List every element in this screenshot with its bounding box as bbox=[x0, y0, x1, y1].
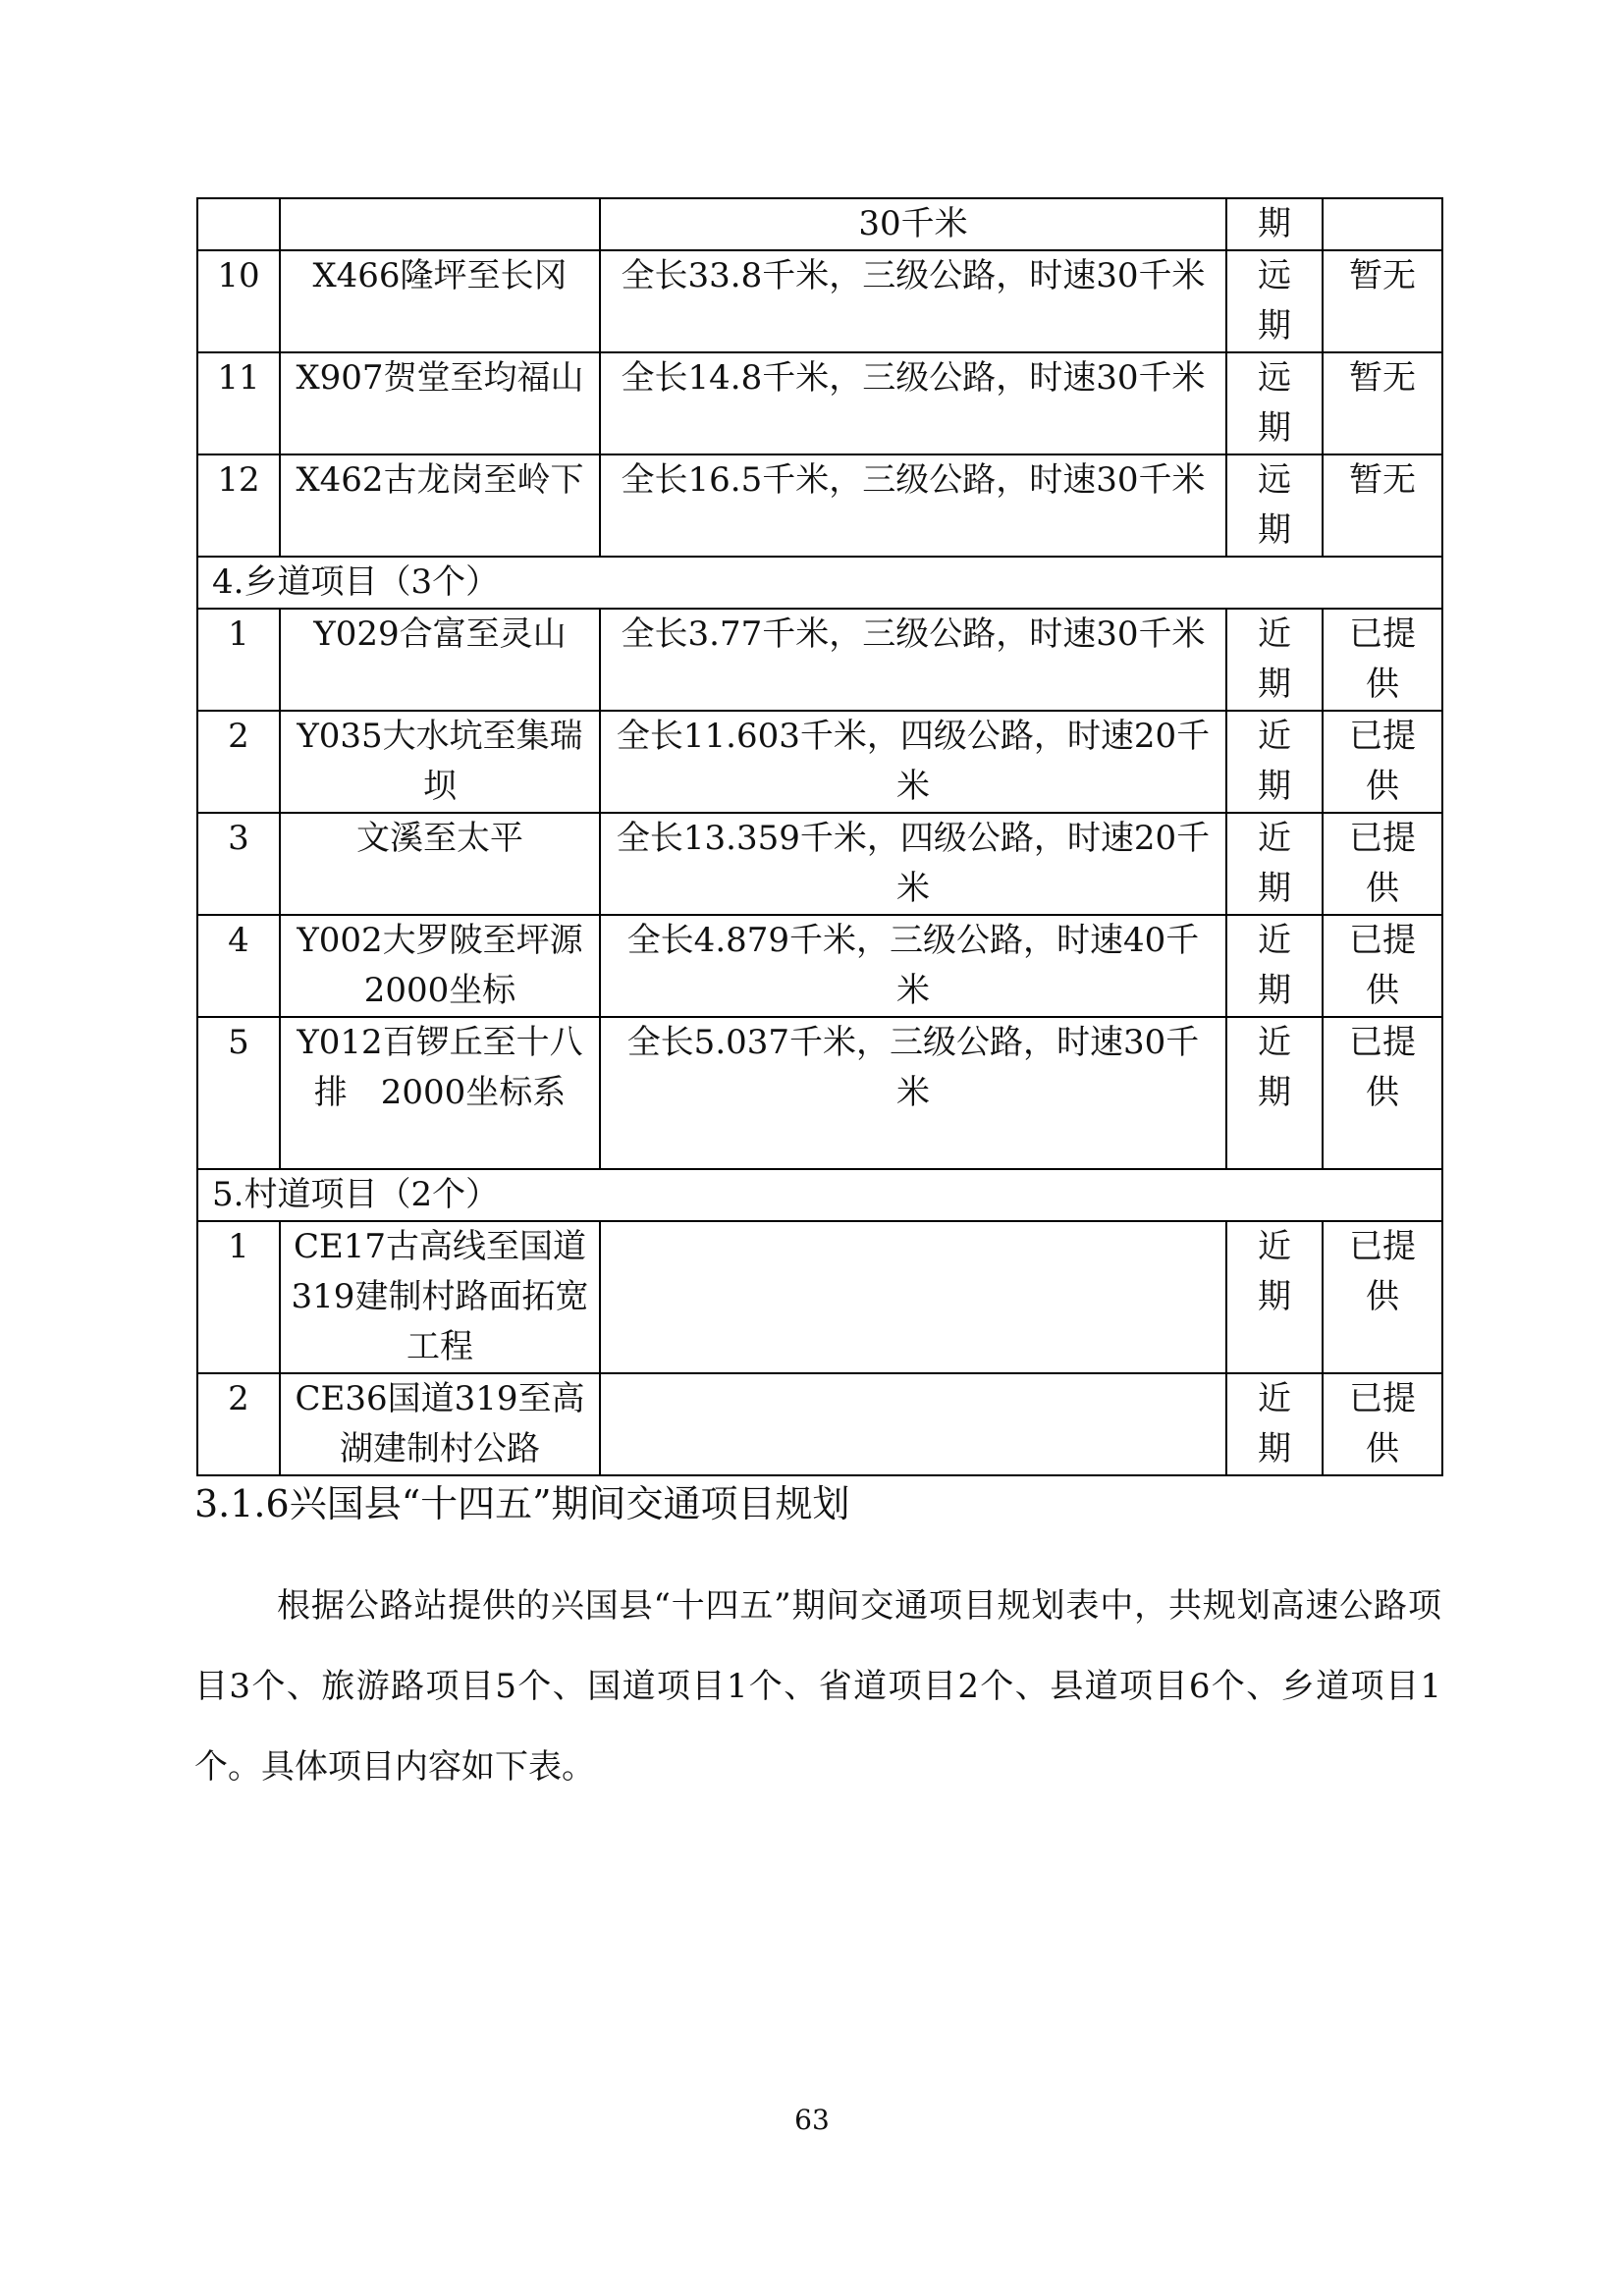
cell-description bbox=[600, 1221, 1226, 1373]
section-label: 5.村道项目（2个） bbox=[197, 1169, 1442, 1221]
table-row bbox=[197, 1017, 1442, 1169]
cell-project-name: Y012百锣丘至十八排 2000坐标系 bbox=[280, 1017, 600, 1169]
cell-description: 全长33.8千米，三级公路，时速30千米 bbox=[600, 250, 1226, 352]
cell-period: 近期 bbox=[1226, 609, 1323, 711]
cell-project-name: X462古龙岗至岭下 bbox=[280, 454, 600, 557]
cell-project-name: X466隆坪至长冈 bbox=[280, 250, 600, 352]
table-row bbox=[197, 813, 1442, 915]
section-label: 4.乡道项目（3个） bbox=[197, 557, 1442, 609]
cell-number bbox=[197, 198, 280, 250]
cell-status: 已提供 bbox=[1323, 1017, 1442, 1169]
cell-period: 近期 bbox=[1226, 1017, 1323, 1169]
cell-number: 10 bbox=[197, 250, 280, 352]
project-table-body bbox=[197, 198, 1442, 1475]
cell-number: 11 bbox=[197, 352, 280, 454]
table-row bbox=[197, 609, 1442, 711]
cell-project-name: CE17古高线至国道319建制村路面拓宽工程 bbox=[280, 1221, 600, 1373]
table-row bbox=[197, 454, 1442, 557]
cell-number: 1 bbox=[197, 1221, 280, 1373]
cell-description: 全长14.8千米，三级公路，时速30千米 bbox=[600, 352, 1226, 454]
cell-status: 已提供 bbox=[1323, 813, 1442, 915]
section-heading: 3.1.6兴国县“十四五”期间交通项目规划 bbox=[194, 1482, 850, 1525]
section-row bbox=[197, 1169, 1442, 1221]
page-number: 63 bbox=[794, 2104, 830, 2136]
body-paragraph: 根据公路站提供的兴国县“十四五”期间交通项目规划表中，共规划高速公路项目3个、旅游路项目5个、国道项目1个、省道项目2个、县道项目6个、乡道项目1个。具体项目内容如下表。 bbox=[194, 1586, 1441, 1787]
cell-status bbox=[1323, 198, 1442, 250]
cell-period: 期 bbox=[1226, 198, 1323, 250]
cell-project-name: 文溪至太平 bbox=[280, 813, 600, 915]
table-row bbox=[197, 915, 1442, 1017]
cell-period: 近期 bbox=[1226, 711, 1323, 813]
cell-status: 已提供 bbox=[1323, 1221, 1442, 1373]
cell-project-name: X907贺堂至均福山 bbox=[280, 352, 600, 454]
cell-number: 1 bbox=[197, 609, 280, 711]
cell-status: 暂无 bbox=[1323, 454, 1442, 557]
cell-period: 远期 bbox=[1226, 454, 1323, 557]
cell-status: 已提供 bbox=[1323, 915, 1442, 1017]
cell-number: 3 bbox=[197, 813, 280, 915]
cell-project-name: Y035大水坑至集瑞坝 bbox=[280, 711, 600, 813]
cell-number: 2 bbox=[197, 1373, 280, 1475]
cell-number: 12 bbox=[197, 454, 280, 557]
cell-status: 已提供 bbox=[1323, 609, 1442, 711]
cell-status: 已提供 bbox=[1323, 711, 1442, 813]
table-row bbox=[197, 352, 1442, 454]
cell-project-name: CE36国道319至高湖建制村公路 bbox=[280, 1373, 600, 1475]
cell-project-name: Y029合富至灵山 bbox=[280, 609, 600, 711]
cell-number: 2 bbox=[197, 711, 280, 813]
cell-period: 远期 bbox=[1226, 250, 1323, 352]
table-row bbox=[197, 250, 1442, 352]
cell-description: 全长16.5千米，三级公路，时速30千米 bbox=[600, 454, 1226, 557]
cell-description: 30千米 bbox=[600, 198, 1226, 250]
cell-period: 近期 bbox=[1226, 813, 1323, 915]
cell-description bbox=[600, 1373, 1226, 1475]
cell-period: 近期 bbox=[1226, 915, 1323, 1017]
project-table bbox=[196, 197, 1443, 1476]
cell-description: 全长3.77千米，三级公路，时速30千米 bbox=[600, 609, 1226, 711]
table-row bbox=[197, 198, 1442, 250]
section-row bbox=[197, 557, 1442, 609]
cell-description: 全长13.359千米，四级公路，时速20千米 bbox=[600, 813, 1226, 915]
cell-period: 近期 bbox=[1226, 1373, 1323, 1475]
cell-number: 4 bbox=[197, 915, 280, 1017]
cell-status: 暂无 bbox=[1323, 250, 1442, 352]
cell-project-name: Y002大罗陂至坪源 2000坐标 bbox=[280, 915, 600, 1017]
cell-status: 已提供 bbox=[1323, 1373, 1442, 1475]
cell-description: 全长4.879千米，三级公路，时速40千米 bbox=[600, 915, 1226, 1017]
cell-period: 远期 bbox=[1226, 352, 1323, 454]
table-row bbox=[197, 1373, 1442, 1475]
cell-status: 暂无 bbox=[1323, 352, 1442, 454]
cell-number: 5 bbox=[197, 1017, 280, 1169]
table-row bbox=[197, 711, 1442, 813]
table-row bbox=[197, 1221, 1442, 1373]
cell-period: 近期 bbox=[1226, 1221, 1323, 1373]
cell-project-name bbox=[280, 198, 600, 250]
cell-description: 全长11.603千米，四级公路，时速20千米 bbox=[600, 711, 1226, 813]
cell-description: 全长5.037千米，三级公路，时速30千米 bbox=[600, 1017, 1226, 1169]
